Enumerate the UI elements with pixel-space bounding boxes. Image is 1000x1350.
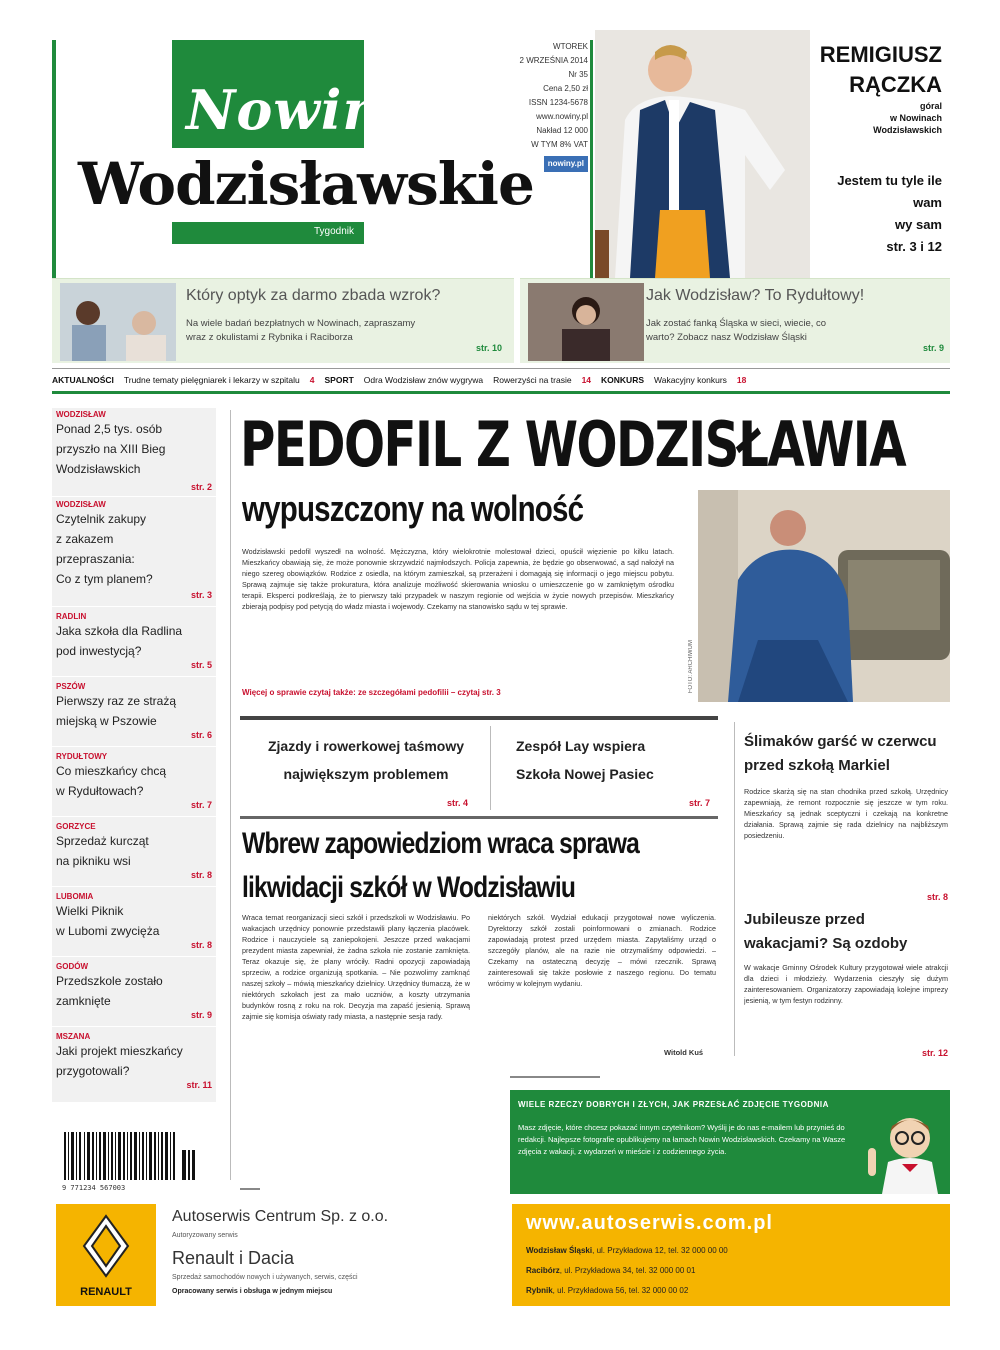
strip-text[interactable]: Trudne tematy pielęgniarek i lekarzy w szpitalu: [123, 375, 300, 385]
photo-credit: FOTO: ARCHIWUM: [688, 640, 694, 694]
article2-body-right: niektórych szkół. Wydział edukacji przygotował nowe wyliczenia. Dyrektorzy szkół zostali poinformowani o zmianach. Rodzice zapowiadają protest przed urzędem miasta. Zapytaliśmy urząd o szczegóły planów, ale na razie nie otrzymaliśmy odpowiedzi. – Czekamy na ostateczną decyzję – mówi rzecznik. Sprawą zainteresowali się także posłowie z naszego regionu. Do tematu wrócimy w kolejnym wydaniu.: [488, 913, 716, 988]
sidebar-text: Pierwszy raz ze strażą miejską w Pszowie: [56, 694, 177, 728]
meta-line: WTOREK: [553, 42, 588, 51]
article2-headline[interactable]: [242, 822, 639, 910]
sidebar-text: Przedszkole zostało zamknięte: [56, 974, 163, 1008]
ad-address: Racibórz, ul. Przykładowa 34, tel. 32 000 00 01: [526, 1266, 696, 1275]
meta-line: W TYM 8% VAT: [531, 140, 588, 149]
strip-page: 14: [581, 375, 592, 385]
teaser-box-page: str. 4: [446, 798, 468, 808]
main-body: Wodzisławski pedofil wyszedł na wolność. Mężczyzna, który wielokrotnie molestował dzieci, opuścił więzienie po kilku latach. Mieszkańcy obawiają się, że może ponownie skrzywdzić najmłodszych. Policja zapewnia, że będzie go obserwować, a sąd nałożył na niego szereg obowiązków. Rodzice z osiedla, na którym zamieszkał, są przerażeni i domagają się informacji o jego miejscu pobytu. Sprawą zajmuje się także prokuratura, która analizuje możliwość skierowania wniosku o umieszczenie go w zamkniętym ośrodku terapii. Eksperci podkreślają, że to pierwszy taki przypadek w naszym regionie od wejścia w życie nowych przepisów. Mieszkańcy zbierają podpisy pod petycją do władz miasta i wojewody. Czekamy na stanowisko sądu w tej sprawie.: [242, 547, 674, 611]
sidebar-divider: [52, 816, 216, 817]
sidebar-item[interactable]: [56, 822, 214, 880]
promo-subtitle-line: Wodzisławskich: [873, 125, 942, 135]
box-divider: [490, 726, 491, 810]
sidebar-text: Jaki projekt mieszkańcy przygotowali?: [56, 1044, 183, 1078]
ad-url[interactable]: www.autoserwis.com.pl: [526, 1212, 773, 1234]
sidebar-category: WODZISŁAW: [56, 410, 106, 419]
promo-title: WIELE RZECZY DOBRYCH I ZŁYCH, JAK PRZESŁAĆ ZDJĘCIE TYGODNIA: [518, 1100, 829, 1109]
renault-brand-label: RENAULT: [80, 1286, 132, 1298]
renault-diamond-icon: [82, 1214, 130, 1278]
rightcol-page: str. 8: [926, 892, 948, 902]
article2-end-rule: [240, 1188, 260, 1190]
sidebar-page: str. 9: [190, 1010, 212, 1020]
promo-text: Masz zdjęcie, które chcesz pokazać innym czytelnikom? Wyślij je do nas e-mailem lub przynieś do redakcji. Najlepsze fotografie opublikujemy na łamach Nowin Wodzisławskich. Czekamy na Wasze zdjęcia z wakacji, z wydarzeń w mieście i z codziennego życia.: [518, 1123, 846, 1156]
teaser-box-title: Zespół Lay wspiera Szkoła Nowej Pasiec: [516, 738, 654, 782]
promo-top-rule: [510, 1076, 600, 1078]
issue-meta: [478, 40, 588, 172]
meta-line: Cena 2,50 zł: [543, 84, 588, 93]
sidebar-category: GORZYCE: [56, 822, 96, 831]
promo-name-line: RĄCZKA: [849, 72, 942, 97]
photo-of-week-promo[interactable]: [510, 1090, 950, 1194]
strip-label[interactable]: KONKURS: [601, 375, 645, 385]
sidebar-item[interactable]: [56, 612, 214, 670]
teaser-photo-illustration: [528, 283, 644, 361]
promo-subtitle-line: góral: [919, 101, 942, 111]
logo-script: Nowiny: [186, 78, 416, 142]
ad-brand-line: Renault i Dacia: [172, 1248, 295, 1268]
sidebar-divider: [52, 496, 216, 497]
teaser-box-page: str. 7: [688, 798, 710, 808]
sidebar-item[interactable]: [56, 752, 214, 810]
strip-text[interactable]: Wakacyjny konkurs: [654, 375, 727, 385]
sidebar-page: str. 11: [186, 1080, 212, 1090]
teaser-2-title[interactable]: Jak Wodzisław? To Rydułtowy!: [646, 287, 865, 304]
main-photo[interactable]: [698, 490, 950, 702]
main-subhead[interactable]: wypuszczony na wolność: [242, 488, 584, 529]
teaser-1-page[interactable]: str. 10: [475, 343, 502, 353]
sidebar-category: RADLIN: [56, 612, 87, 621]
sidebar-divider: [52, 676, 216, 677]
meta-line: Nr 35: [568, 70, 588, 79]
sidebar-divider: [52, 606, 216, 607]
meta-line: Nakład 12 000: [536, 126, 588, 135]
sidebar-divider: [52, 886, 216, 887]
teaser-box-title: Zjazdy i rowerkowej taśmowy największym problemem: [267, 738, 465, 782]
logo-block[interactable]: [172, 40, 416, 148]
promo-copy-page[interactable]: str. 3 i 12: [886, 239, 942, 254]
sidebar-divider: [52, 746, 216, 747]
ad-address: Rybnik, ul. Przykładowa 56, tel. 32 000 00 02: [526, 1286, 689, 1295]
sidebar-divider: [52, 956, 216, 957]
column-rule: [230, 410, 231, 1180]
section-rule: [240, 716, 718, 720]
article2-author: Witold Kuś: [664, 1048, 704, 1057]
rightcol-text: Rodzice skarżą się na stan chodnika przed szkołą. Urzędnicy zapewniają, że remont rozpocznie się jeszcze w tym roku. Mieszkańcy są jednak sceptyczni i czekają na konkretne działania. Sprawą zajmie się rada dzielnicy na najbliższym posiedzeniu.: [744, 787, 948, 840]
sidebar-text: Co mieszkańcy chcą w Rydułtowach?: [56, 764, 167, 798]
teaser-1-photo: [60, 283, 176, 361]
main-photo-illustration: [698, 490, 950, 702]
sidebar-item[interactable]: [56, 500, 214, 600]
logo-sub-label: Tygodnik: [313, 226, 354, 237]
sidebar-category: GODÓW: [56, 962, 88, 971]
renault-logo[interactable]: [56, 1204, 156, 1306]
sidebar-page: str. 3: [190, 590, 212, 600]
sidebar-category: WODZISŁAW: [56, 500, 106, 509]
sidebar-page: str. 8: [190, 940, 212, 950]
person-illustration: [595, 30, 810, 278]
sidebar-item[interactable]: [56, 1032, 214, 1090]
sidebar-category: LUBOMIA: [56, 892, 94, 901]
logo-main-title: Wodzisławskie: [78, 150, 534, 218]
section-strip: [52, 368, 950, 394]
teaser-2-text: [646, 317, 936, 345]
sidebar-item[interactable]: [56, 892, 214, 950]
ad-small-line: Opracowany serwis i obsługa w jednym miejscu: [172, 1288, 333, 1295]
promo-person-photo[interactable]: [595, 30, 810, 278]
sidebar-category: MSZANA: [56, 1032, 91, 1041]
section-rule: [240, 816, 718, 819]
masthead-left-rule: [52, 40, 56, 278]
teaser-text-line: Jak zostać fanką Śląska w sieci, wiecie, co: [646, 318, 827, 329]
main-related-link[interactable]: Więcej o sprawie czytaj także: ze szczegółami pedofilii – czytaj str. 3: [242, 688, 501, 697]
sidebar-text: Jaka szkoła dla Radlina pod inwestycją?: [56, 624, 183, 658]
teaser-box-1[interactable]: [240, 722, 488, 812]
rightcol-rule: [734, 722, 735, 1056]
promo-copy: [837, 170, 942, 258]
strip-page: 4: [309, 375, 315, 385]
rightcol-page: str. 12: [921, 1048, 948, 1058]
rightcol-title: Ślimaków garść w czerwcu przed szkołą Markiel: [744, 733, 937, 774]
renault-ad[interactable]: [52, 1202, 950, 1308]
promo-subtitle: [873, 100, 942, 136]
meta-line: ISSN 1234-5678: [528, 98, 588, 107]
sidebar-page: str. 2: [190, 482, 212, 492]
sidebar-page: str. 6: [190, 730, 212, 740]
teaser-text-line: Na wiele badań bezpłatnych w Nowinach, zapraszamy: [186, 318, 416, 329]
teaser-1-title[interactable]: Który optyk za darmo zbada wzrok?: [186, 287, 441, 304]
teaser-text-line: warto? Zobacz nasz Wodzisław Śląski: [646, 332, 807, 343]
masthead-mid-rule: [590, 40, 593, 278]
article2-headline-line: likwidacji szkół w Wodzisławiu: [242, 871, 576, 904]
cartoon-boy-illustration: [862, 1108, 948, 1194]
sidebar-item[interactable]: [56, 682, 214, 740]
barcode: [62, 1130, 198, 1182]
promo-copy-line: wy sam: [895, 217, 942, 232]
teaser-photo-illustration: [60, 283, 176, 361]
rightcol-text: W wakacje Gminny Ośrodek Kultury przygotował wiele atrakcji dla dzieci i młodzieży. Wydarzenia cieszyły się dużym zainteresowaniem. Organizatorzy zapowiadają kolejne imprezy jesienią, w tym festyn rodzinny.: [744, 963, 948, 1005]
promo-copy-line: wam: [913, 195, 942, 210]
ad-contact-panel: [512, 1204, 950, 1306]
sidebar-divider: [52, 1026, 216, 1027]
sidebar-item[interactable]: [56, 962, 214, 1020]
strip-label[interactable]: AKTUALNOŚCI: [52, 375, 114, 385]
ad-small-line: Sprzedaż samochodów nowych i używanych, serwis, części: [172, 1274, 358, 1281]
strip-text[interactable]: Odra Wodzisław znów wygrywa: [363, 375, 484, 385]
sidebar-page: str. 8: [190, 870, 212, 880]
ad-company-name: Autoserwis Centrum Sp. z o.o.: [172, 1208, 389, 1225]
sidebar-page: str. 5: [190, 660, 212, 670]
rightcol-title: Jubileusze przed wakacjami? Są ozdoby: [744, 911, 908, 952]
main-headline[interactable]: PEDOFIL Z WODZISŁAWIA: [240, 408, 906, 481]
promo-copy-line: Jestem tu tyle ile: [837, 173, 942, 188]
sidebar-category: PSZÓW: [56, 682, 86, 691]
teaser-text-line: wraz z okulistami z Rybnika i Raciborza: [186, 332, 353, 343]
promo-subtitle-line: w Nowinach: [889, 113, 942, 123]
sidebar-category: RYDUŁTOWY: [56, 752, 108, 761]
teaser-box-2[interactable]: [494, 722, 718, 812]
meta-web-badge[interactable]: nowiny.pl: [544, 156, 588, 172]
promo-name-line: REMIGIUSZ: [819, 42, 942, 67]
meta-line: www.nowiny.pl: [536, 112, 588, 121]
promo-name: [820, 40, 942, 100]
article2-body-left: Wraca temat reorganizacji sieci szkół i przedszkoli w Wodzisławiu. Po wakacjach urzędnicy ponownie przedstawili plany łączenia placówek. Rodzice i nauczyciele są zaniepokojeni. Jeszcze przed wakacjami prezydent miasta zapewniał, że żadna szkoła nie zostanie zamknięta. Teraz okazuje się, że plany wróciły. Radni opozycji zapowiadają sprzeciw, a rodzice organizują spotkania. – Nie pozwolimy zamknąć naszej szkoły – mówią mieszkańcy dzielnicy. Urzędnicy tłumaczą, że w niektórych szkołach jest za mało uczniów, a koszty utrzymania budynków rosną z roku na rok. Decyzja ma zapaść jesienią. Sprawą zajmie się komisja oświaty rady miasta, a następnie sesja rady.: [242, 913, 470, 1021]
article2-headline-line: Wbrew zapowiedziom wraca sprawa: [242, 827, 640, 860]
teaser-2-photo: [528, 283, 644, 361]
sidebar-text: Wielki Piknik w Lubomi zwycięża: [56, 904, 160, 938]
barcode-number: 9 771234 567003: [62, 1184, 126, 1192]
ad-address: Wodzisław Śląski, ul. Przykładowa 12, tel. 32 000 00 00: [526, 1246, 728, 1255]
strip-page: 18: [736, 375, 747, 385]
logo-sub-bar: [172, 222, 364, 244]
sidebar-text: Ponad 2,5 tys. osób przyszło na XIII Bieg Wodzisławskich: [56, 422, 166, 476]
sidebar-page: str. 7: [190, 800, 212, 810]
ad-company-sub: Autoryzowany serwis: [172, 1232, 238, 1239]
strip-label[interactable]: SPORT: [324, 375, 354, 385]
sidebar-item[interactable]: [56, 410, 214, 492]
sidebar-text: Czytelnik zakupy z zakazem przepraszania: Co z tym planem?: [56, 512, 153, 586]
teaser-1-text: [186, 317, 506, 345]
sidebar-text: Sprzedaż kurcząt na pikniku wsi: [56, 834, 149, 868]
teaser-1[interactable]: [52, 278, 514, 363]
teaser-2[interactable]: [520, 278, 950, 363]
meta-line: 2 WRZEŚNIA 2014: [519, 56, 588, 65]
teaser-2-page[interactable]: str. 9: [922, 343, 944, 353]
strip-text[interactable]: Rowerzyści na trasie: [493, 375, 572, 385]
